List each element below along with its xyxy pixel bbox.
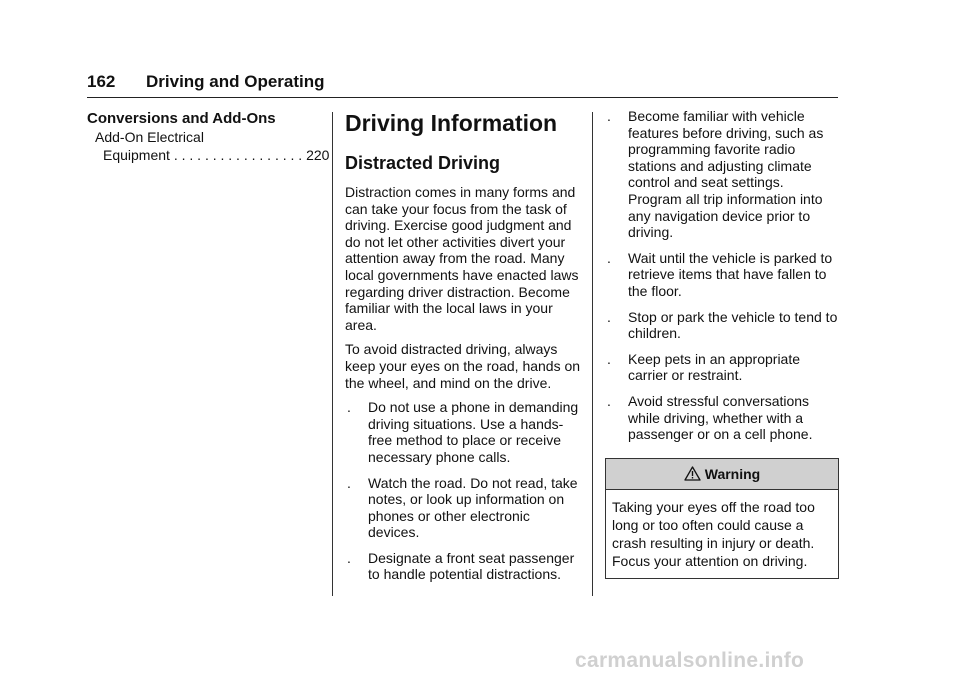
bullet-marker: . bbox=[347, 399, 351, 416]
bullet-marker: . bbox=[607, 308, 611, 325]
paragraph: To avoid distracted driving, always keep your eyes on the road, hands on the wheel, and mind on the drive. bbox=[345, 341, 581, 391]
list-item-text: Become familiar with vehicle features before driving, such as programming favorite radio stations and adjusting climate control and seat settings. Program all trip information into any navigation device prior to driving. bbox=[628, 108, 824, 241]
warning-text: Taking your eyes off the road too long or too often could cause a crash resulting in injury or death. Focus your attention on driving. bbox=[612, 498, 815, 569]
list-item-text: Wait until the vehicle is parked to retrieve items that have fallen to the floor. bbox=[628, 249, 833, 299]
list-item bbox=[605, 351, 840, 384]
bullet-marker: . bbox=[607, 249, 611, 266]
list-item bbox=[345, 550, 585, 583]
section-heading: Driving Information bbox=[345, 110, 558, 136]
list-item-text: Stop or park the vehicle to tend to children. bbox=[628, 308, 838, 342]
page-number: 162 bbox=[87, 72, 116, 91]
warning-box bbox=[605, 458, 839, 579]
page-header bbox=[87, 70, 838, 98]
list-item bbox=[605, 250, 840, 300]
chapter-title: Driving and Operating bbox=[146, 72, 325, 91]
list-item bbox=[605, 393, 840, 443]
list-item-text: Avoid stressful conversations while driving, whether with a passenger or on a cell phone. bbox=[628, 392, 813, 443]
bullet-list bbox=[605, 108, 840, 443]
bullet-marker: . bbox=[607, 392, 611, 409]
bullet-marker: . bbox=[347, 474, 351, 491]
list-item bbox=[345, 399, 585, 465]
toc-entry-leader: . . . . . . . . . . . . . . . . . bbox=[169, 147, 307, 163]
list-item bbox=[605, 108, 840, 241]
column-divider bbox=[332, 112, 333, 596]
toc-column bbox=[87, 110, 330, 164]
list-item-text: Keep pets in an appropriate carrier or restraint. bbox=[628, 350, 801, 384]
bullet-marker: . bbox=[607, 108, 611, 124]
subsection-heading: Distracted Driving bbox=[345, 153, 501, 173]
watermark-text: carmanualsonline.info bbox=[575, 649, 805, 672]
main-column bbox=[345, 108, 585, 592]
right-column bbox=[605, 108, 840, 579]
toc-section-title: Conversions and Add-Ons bbox=[87, 110, 276, 127]
warning-header bbox=[606, 459, 838, 490]
list-item-text: Designate a front seat passenger to handle potential distractions. bbox=[368, 549, 575, 583]
list-item bbox=[345, 475, 585, 541]
toc-entry-line2[interactable] bbox=[87, 146, 330, 164]
list-item-text: Watch the road. Do not read, take notes, or look up information on phones or other electronic devices. bbox=[368, 474, 578, 541]
paragraph: Distraction comes in many forms and can take your focus from the task of driving. Exercise good judgment and do not let other activities divert your attention away from the road. Many local governments have enacted laws regarding driver distraction. Become familiar with the local laws in your area. bbox=[345, 184, 579, 333]
column-divider bbox=[592, 112, 593, 596]
bullet-list bbox=[345, 399, 585, 583]
bullet-marker: . bbox=[607, 350, 611, 367]
list-item-text: Do not use a phone in demanding driving situations. Use a hands-free method to place or receive necessary phone calls. bbox=[368, 399, 579, 465]
warning-title: Warning bbox=[704, 465, 761, 482]
toc-entry-line1: Add-On Electrical bbox=[95, 129, 204, 145]
toc-entry-name: Equipment bbox=[103, 147, 170, 163]
list-item bbox=[605, 309, 840, 342]
bullet-marker: . bbox=[347, 549, 351, 566]
warning-triangle-icon bbox=[684, 466, 701, 481]
toc-entry-page: 220 bbox=[306, 147, 330, 163]
